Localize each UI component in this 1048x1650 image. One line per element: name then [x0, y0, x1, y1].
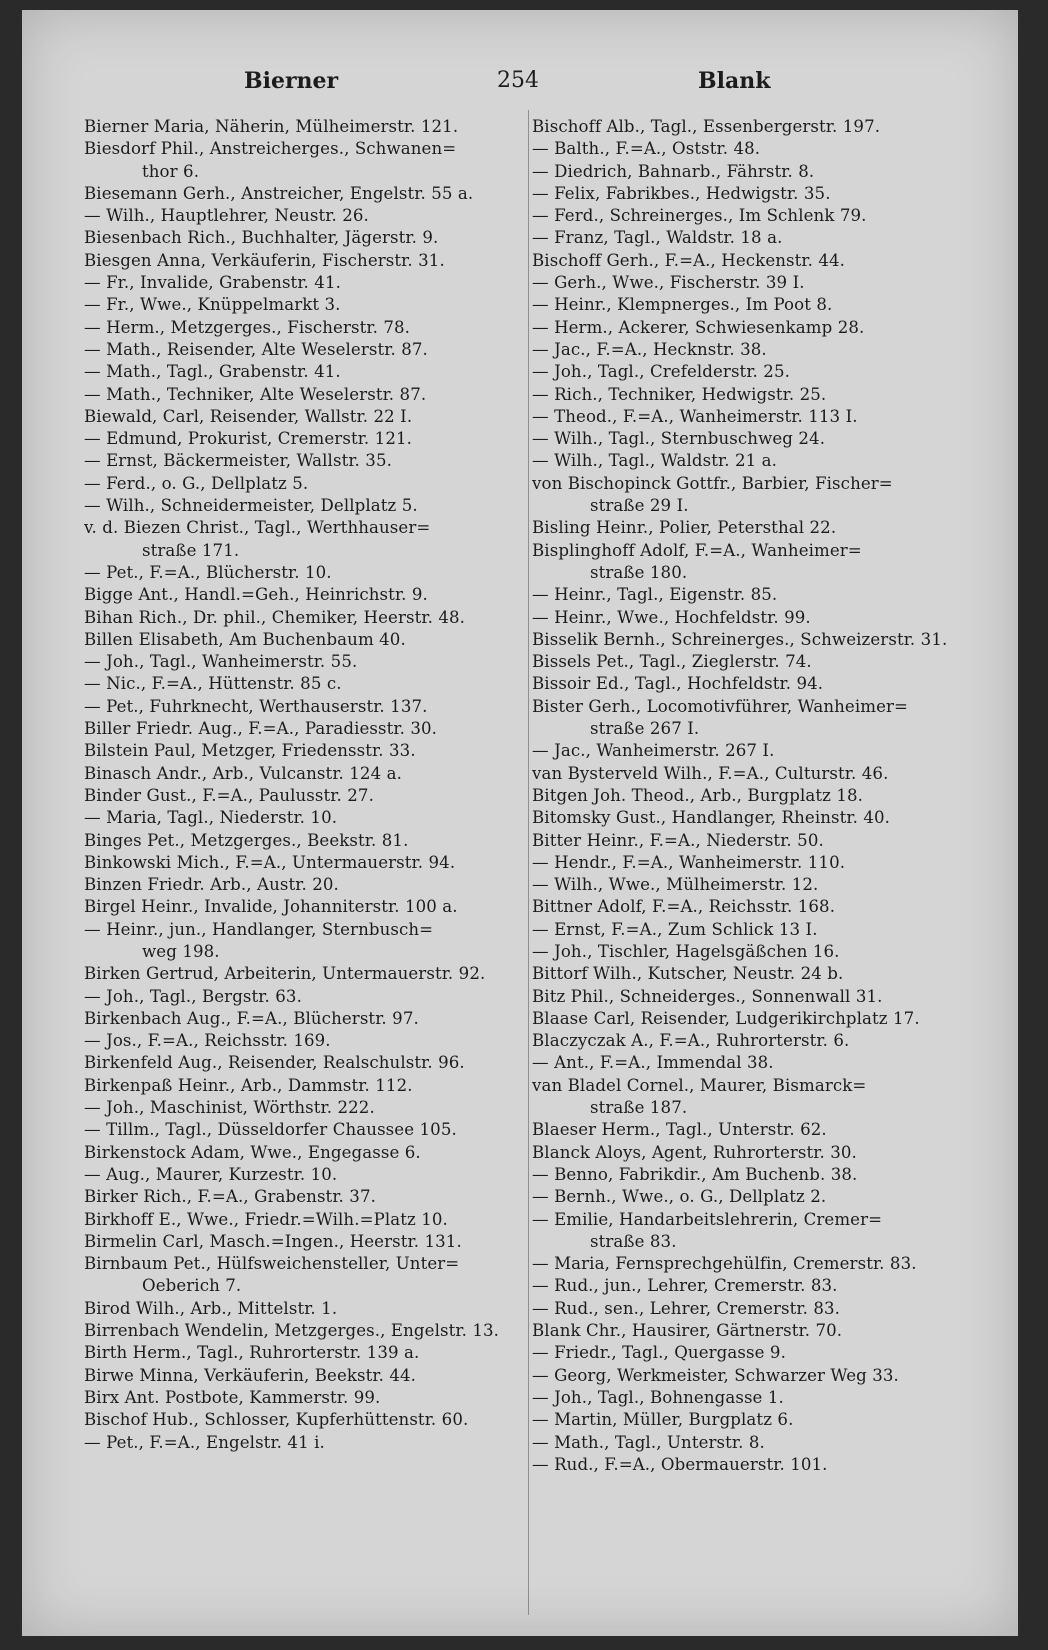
directory-entry: Birod Wilh., Arb., Mittelstr. 1.: [84, 1298, 338, 1318]
directory-entry: — Nic., F.=A., Hüttenstr. 85 c.: [84, 674, 342, 694]
directory-entry: — Hendr., F.=A., Wanheimerstr. 110.: [532, 852, 846, 872]
directory-entry: Birmelin Carl, Masch.=Ingen., Heerstr. 131.: [84, 1231, 462, 1251]
directory-entry: Birkenpaß Heinr., Arb., Dammstr. 112.: [84, 1075, 413, 1095]
directory-entry: Binkowski Mich., F.=A., Untermauerstr. 94.: [84, 852, 456, 872]
directory-entry: straße 29 I.: [590, 496, 689, 516]
directory-entry: — Wilh., Wwe., Mülheimerstr. 12.: [532, 875, 819, 895]
header-last-name: Blank: [698, 68, 771, 94]
directory-entry: von Bischopinck Gottfr., Barbier, Fischer=: [532, 473, 893, 493]
directory-entry: — Rich., Techniker, Hedwigstr. 25.: [532, 384, 827, 404]
directory-entry: — Jac., Wanheimerstr. 267 I.: [532, 741, 775, 761]
directory-entry: Blanck Aloys, Agent, Ruhrorterstr. 30.: [532, 1142, 857, 1162]
directory-entry: Billen Elisabeth, Am Buchenbaum 40.: [84, 629, 406, 649]
directory-entry: van Bladel Cornel., Maurer, Bismarck=: [532, 1075, 867, 1095]
directory-entry: — Martin, Müller, Burgplatz 6.: [532, 1410, 794, 1430]
directory-entry: Birkenstock Adam, Wwe., Engegasse 6.: [84, 1142, 421, 1162]
directory-entry: — Jos., F.=A., Reichsstr. 169.: [84, 1031, 331, 1051]
directory-entry: — Rud., F.=A., Obermauerstr. 101.: [532, 1454, 828, 1474]
directory-entry: Bitter Heinr., F.=A., Niederstr. 50.: [532, 830, 824, 850]
directory-entry: Birken Gertrud, Arbeiterin, Untermauerstr. 92.: [84, 964, 486, 984]
directory-entry: straße 171.: [142, 540, 240, 560]
directory-entry: Bierner Maria, Näherin, Mülheimerstr. 121.: [84, 117, 459, 136]
directory-entry: — Gerh., Wwe., Fischerstr. 39 I.: [532, 273, 805, 293]
directory-entry: Biller Friedr. Aug., F.=A., Paradiesstr. 30.: [84, 719, 438, 739]
directory-entry: — Joh., Tagl., Bohnengasse 1.: [532, 1387, 784, 1407]
directory-entry: — Heinr., Wwe., Hochfeldstr. 99.: [532, 607, 811, 627]
directory-entry: Biesemann Gerh., Anstreicher, Engelstr. 55 a.: [84, 183, 474, 203]
directory-entry: — Math., Reisender, Alte Weselerstr. 87.: [84, 339, 428, 359]
directory-entry: Binges Pet., Metzgerges., Beekstr. 81.: [84, 830, 409, 850]
directory-entry: Bisling Heinr., Polier, Petersthal 22.: [532, 518, 837, 538]
directory-entry: — Ernst, Bäckermeister, Wallstr. 35.: [84, 451, 392, 471]
directory-entry: Birkenbach Aug., F.=A., Blücherstr. 97.: [84, 1008, 419, 1028]
directory-entry: Bittner Adolf, F.=A., Reichsstr. 168.: [532, 897, 836, 917]
directory-entry: Bister Gerh., Locomotivführer, Wanheimer=: [532, 696, 909, 716]
directory-entry: — Joh., Tischler, Hagelsgäßchen 16.: [532, 941, 840, 961]
directory-entry: Birgel Heinr., Invalide, Johanniterstr. 100 a.: [84, 897, 458, 917]
directory-entry: weg 198.: [142, 941, 220, 961]
right-column: [532, 116, 948, 1476]
directory-entry: — Bernh., Wwe., o. G., Dellplatz 2.: [532, 1187, 827, 1207]
directory-entry: — Aug., Maurer, Kurzestr. 10.: [84, 1164, 338, 1184]
directory-entry: Bischoff Alb., Tagl., Essenbergerstr. 197.: [532, 117, 881, 136]
directory-entry: v. d. Biezen Christ., Tagl., Werthhauser=: [84, 518, 431, 538]
directory-entry: — Joh., Maschinist, Wörthstr. 222.: [84, 1098, 375, 1118]
directory-entry: — Herm., Metzgerges., Fischerstr. 78.: [84, 317, 411, 337]
directory-entry: — Tillm., Tagl., Düsseldorfer Chaussee 105.: [84, 1120, 457, 1140]
directory-entry: — Diedrich, Bahnarb., Fährstr. 8.: [532, 161, 815, 181]
directory-entry: — Felix, Fabrikbes., Hedwigstr. 35.: [532, 183, 831, 203]
directory-entry: Birker Rich., F.=A., Grabenstr. 37.: [84, 1187, 376, 1207]
directory-entry: — Emilie, Handarbeitslehrerin, Cremer=: [532, 1209, 883, 1229]
directory-entry: Blank Chr., Hausirer, Gärtnerstr. 70.: [532, 1321, 843, 1341]
directory-entry: — Ant., F.=A., Immendal 38.: [532, 1053, 774, 1073]
directory-entry: Biesenbach Rich., Buchhalter, Jägerstr. 9.: [84, 228, 439, 248]
directory-entry: — Ernst, F.=A., Zum Schlick 13 I.: [532, 919, 818, 939]
directory-entry: Bissoir Ed., Tagl., Hochfeldstr. 94.: [532, 674, 824, 694]
directory-entry: Bitgen Joh. Theod., Arb., Burgplatz 18.: [532, 785, 864, 805]
directory-entry: straße 180.: [590, 562, 688, 582]
directory-entry: — Maria, Fernsprechgehülfin, Cremerstr. 83.: [532, 1254, 917, 1274]
directory-entry: — Math., Tagl., Unterstr. 8.: [532, 1432, 765, 1452]
directory-entry: Bisplinghoff Adolf, F.=A., Wanheimer=: [532, 540, 862, 560]
directory-entry: — Math., Techniker, Alte Weselerstr. 87.: [84, 384, 427, 404]
directory-entry: Binasch Andr., Arb., Vulcanstr. 124 a.: [84, 763, 402, 783]
directory-entry: — Herm., Ackerer, Schwiesenkamp 28.: [532, 317, 865, 337]
directory-entry: — Balth., F.=A., Oststr. 48.: [532, 139, 761, 159]
directory-entry: Oeberich 7.: [142, 1276, 242, 1296]
column-divider: [528, 110, 529, 1615]
header-first-name: Bierner: [244, 68, 339, 94]
directory-entry: Bissels Pet., Tagl., Zieglerstr. 74.: [532, 652, 812, 672]
directory-entry: — Ferd., Schreinerges., Im Schlenk 79.: [532, 206, 867, 226]
directory-entry: Birrenbach Wendelin, Metzgerges., Engelstr. 13.: [84, 1321, 500, 1341]
directory-entry: — Fr., Wwe., Knüppelmarkt 3.: [84, 295, 341, 315]
directory-entry: — Joh., Tagl., Bergstr. 63.: [84, 986, 302, 1006]
directory-entry: Blaczyczak A., F.=A., Ruhrorterstr. 6.: [532, 1031, 850, 1051]
directory-entry: Birkenfeld Aug., Reisender, Realschulstr. 96.: [84, 1053, 465, 1073]
directory-entry: Bilstein Paul, Metzger, Friedensstr. 33.: [84, 741, 416, 761]
directory-entry: Bittorf Wilh., Kutscher, Neustr. 24 b.: [532, 964, 844, 984]
directory-entry: Birkhoff E., Wwe., Friedr.=Wilh.=Platz 10.: [84, 1209, 448, 1229]
directory-entry: — Math., Tagl., Grabenstr. 41.: [84, 362, 341, 382]
directory-entry: — Heinr., Tagl., Eigenstr. 85.: [532, 585, 778, 605]
directory-entry: Bitomsky Gust., Handlanger, Rheinstr. 40.: [532, 808, 891, 828]
directory-entry: Bisselik Bernh., Schreinerges., Schweizerstr. 31.: [532, 629, 948, 649]
directory-entry: Bischoff Gerh., F.=A., Heckenstr. 44.: [532, 250, 846, 270]
directory-entry: Bischof Hub., Schlosser, Kupferhüttenstr. 60.: [84, 1410, 469, 1430]
directory-entry: — Wilh., Schneidermeister, Dellplatz 5.: [84, 496, 418, 516]
directory-entry: — Benno, Fabrikdir., Am Buchenb. 38.: [532, 1164, 858, 1184]
directory-entry: Biesgen Anna, Verkäuferin, Fischerstr. 31.: [84, 250, 445, 270]
directory-entry: straße 187.: [590, 1098, 688, 1118]
directory-entry: — Franz, Tagl., Waldstr. 18 a.: [532, 228, 783, 248]
directory-entry: — Maria, Tagl., Niederstr. 10.: [84, 808, 338, 828]
directory-entry: Blaeser Herm., Tagl., Unterstr. 62.: [532, 1120, 827, 1140]
directory-entry: van Bysterveld Wilh., F.=A., Culturstr. 46.: [532, 763, 889, 783]
directory-entry: Bihan Rich., Dr. phil., Chemiker, Heerstr. 48.: [84, 607, 466, 627]
directory-entry: — Ferd., o. G., Dellplatz 5.: [84, 473, 309, 493]
directory-entry: — Joh., Tagl., Crefelderstr. 25.: [532, 362, 790, 382]
directory-entry: — Georg, Werkmeister, Schwarzer Weg 33.: [532, 1365, 899, 1385]
directory-entry: — Heinr., Klempnerges., Im Poot 8.: [532, 295, 833, 315]
left-column: [84, 116, 500, 1454]
directory-entry: straße 83.: [590, 1231, 677, 1251]
directory-entry: — Fr., Invalide, Grabenstr. 41.: [84, 273, 341, 293]
directory-entry: thor 6.: [142, 161, 200, 181]
directory-entry: — Pet., F.=A., Blücherstr. 10.: [84, 562, 332, 582]
directory-entry: Birnbaum Pet., Hülfsweichensteller, Unter=: [84, 1254, 460, 1274]
directory-entry: — Friedr., Tagl., Quergasse 9.: [532, 1343, 786, 1363]
directory-page: [22, 10, 1018, 1636]
directory-entry: Birx Ant. Postbote, Kammerstr. 99.: [84, 1387, 381, 1407]
directory-entry: Bigge Ant., Handl.=Geh., Heinrichstr. 9.: [84, 585, 428, 605]
directory-entry: Biewald, Carl, Reisender, Wallstr. 22 I.: [84, 406, 413, 426]
page-header: [22, 68, 1018, 98]
directory-entry: Birth Herm., Tagl., Ruhrorterstr. 139 a.: [84, 1343, 420, 1363]
page-number: 254: [497, 68, 539, 93]
directory-entry: — Rud., jun., Lehrer, Cremerstr. 83.: [532, 1276, 838, 1296]
directory-entry: Binder Gust., F.=A., Paulusstr. 27.: [84, 785, 374, 805]
directory-entry: — Heinr., jun., Handlanger, Sternbusch=: [84, 919, 434, 939]
directory-entry: — Pet., F.=A., Engelstr. 41 i.: [84, 1432, 325, 1452]
directory-entry: Biesdorf Phil., Anstreicherges., Schwanen=: [84, 139, 457, 159]
directory-entry: Bitz Phil., Schneiderges., Sonnenwall 31.: [532, 986, 883, 1006]
directory-entry: — Wilh., Tagl., Waldstr. 21 a.: [532, 451, 778, 471]
directory-entry: — Pet., Fuhrknecht, Werthauserstr. 137.: [84, 696, 428, 716]
directory-entry: — Rud., sen., Lehrer, Cremerstr. 83.: [532, 1298, 841, 1318]
directory-entry: — Theod., F.=A., Wanheimerstr. 113 I.: [532, 406, 858, 426]
directory-entry: — Jac., F.=A., Hecknstr. 38.: [532, 339, 767, 359]
directory-entry: — Joh., Tagl., Wanheimerstr. 55.: [84, 652, 358, 672]
directory-entry: — Edmund, Prokurist, Cremerstr. 121.: [84, 429, 413, 449]
directory-entry: — Wilh., Hauptlehrer, Neustr. 26.: [84, 206, 369, 226]
directory-entry: Binzen Friedr. Arb., Austr. 20.: [84, 875, 339, 895]
directory-entry: — Wilh., Tagl., Sternbuschweg 24.: [532, 429, 826, 449]
directory-entry: Blaase Carl, Reisender, Ludgerikirchplatz 17.: [532, 1008, 920, 1028]
directory-entry: Birwe Minna, Verkäuferin, Beekstr. 44.: [84, 1365, 417, 1385]
directory-entry: straße 267 I.: [590, 719, 700, 739]
